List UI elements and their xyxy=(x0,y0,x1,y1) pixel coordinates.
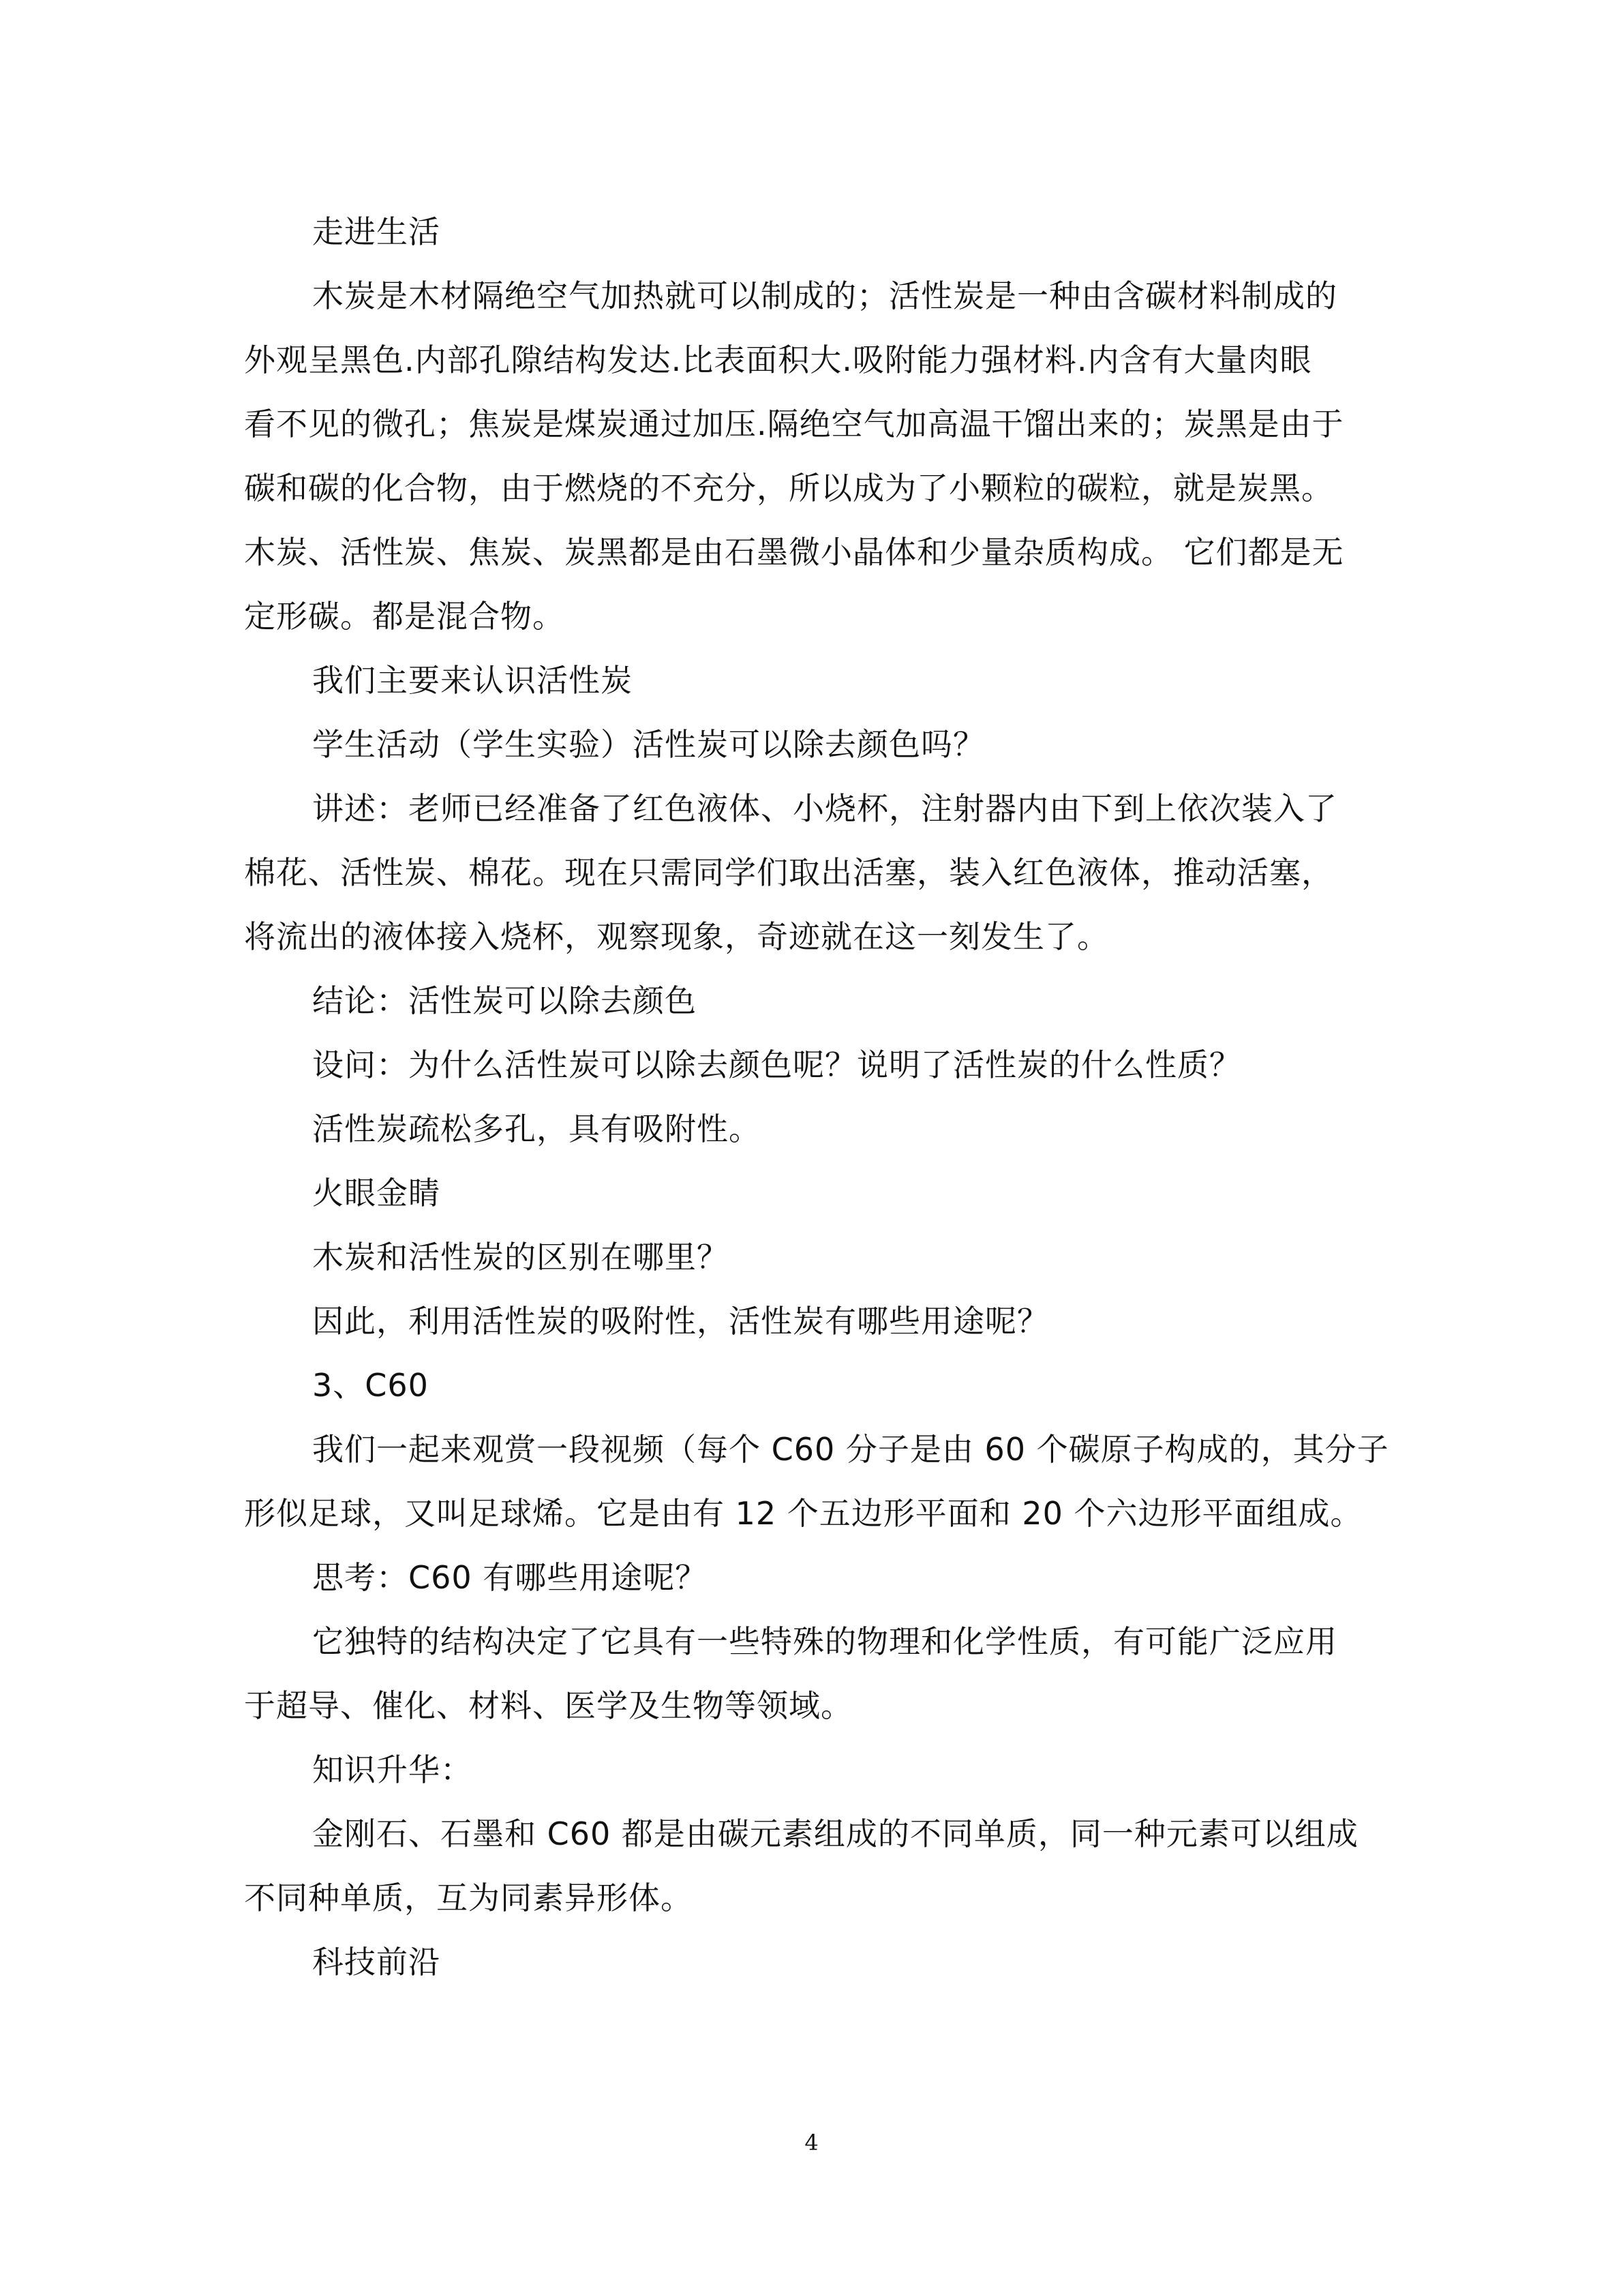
paragraph-line: 形似足球，又叫足球烯。它是由有 12 个五边形平面和 20 个六边形平面组成。 xyxy=(244,1495,1363,1532)
paragraph-line: 知识升华： xyxy=(312,1751,472,1788)
paragraph-line: 我们一起来观赏一段视频（每个 C60 分子是由 60 个碳原子构成的，其分子 xyxy=(312,1431,1389,1468)
paragraph-line: 它独特的结构决定了它具有一些特殊的物理和化学性质，有可能广泛应用 xyxy=(312,1623,1337,1660)
paragraph-line: 思考：C60 有哪些用途呢？ xyxy=(312,1559,708,1596)
paragraph-line: 将流出的液体接入烧杯，观察现象，奇迹就在这一刻发生了。 xyxy=(244,918,1109,955)
paragraph-line: 设问：为什么活性炭可以除去颜色呢？说明了活性炭的什么性质？ xyxy=(312,1046,1241,1083)
paragraph-line: 学生活动（学生实验）活性炭可以除去颜色吗？ xyxy=(312,726,985,763)
paragraph-line: 木炭、活性炭、焦炭、炭黑都是由石墨微小晶体和少量杂质构成。 它们都是无 xyxy=(244,534,1344,571)
paragraph-line: 碳和碳的化合物，由于燃烧的不充分，所以成为了小颗粒的碳粒，就是炭黑。 xyxy=(244,470,1333,507)
page-number: 4 xyxy=(804,2130,819,2156)
paragraph-line: 走进生活 xyxy=(312,213,440,250)
paragraph-line: 木炭是木材隔绝空气加热就可以制成的；活性炭是一种由含碳材料制成的 xyxy=(312,277,1337,314)
paragraph-line: 我们主要来认识活性炭 xyxy=(312,662,633,699)
paragraph-line: 讲述：老师已经准备了红色液体、小烧杯，注射器内由下到上依次装入了 xyxy=(312,790,1337,827)
paragraph-line: 活性炭疏松多孔，具有吸附性。 xyxy=(312,1111,761,1147)
paragraph-line: 3、C60 xyxy=(312,1367,429,1404)
paragraph-line: 棉花、活性炭、棉花。现在只需同学们取出活塞，装入红色液体，推动活塞， xyxy=(244,854,1333,891)
paragraph-line: 火眼金睛 xyxy=(312,1175,440,1211)
paragraph-line: 结论：活性炭可以除去颜色 xyxy=(312,982,697,1019)
paragraph-line: 木炭和活性炭的区别在哪里？ xyxy=(312,1239,729,1275)
paragraph-line: 金刚石、石墨和 C60 都是由碳元素组成的不同单质，同一种元素可以组成 xyxy=(312,1815,1359,1852)
paragraph-line: 外观呈黑色.内部孔隙结构发达.比表面积大.吸附能力强材料.内含有大量肉眼 xyxy=(244,342,1312,378)
paragraph-line: 定形碳。都是混合物。 xyxy=(244,598,564,635)
paragraph-line: 科技前沿 xyxy=(312,1944,440,1980)
paragraph-line: 看不见的微孔；焦炭是煤炭通过加压.隔绝空气加高温干馏出来的；炭黑是由于 xyxy=(244,406,1344,442)
paragraph-line: 因此，利用活性炭的吸附性，活性炭有哪些用途呢？ xyxy=(312,1303,1049,1340)
paragraph-line: 于超导、催化、材料、医学及生物等领域。 xyxy=(244,1687,853,1724)
paragraph-line: 不同种单质，互为同素异形体。 xyxy=(244,1879,693,1916)
document-body xyxy=(244,200,1389,1994)
